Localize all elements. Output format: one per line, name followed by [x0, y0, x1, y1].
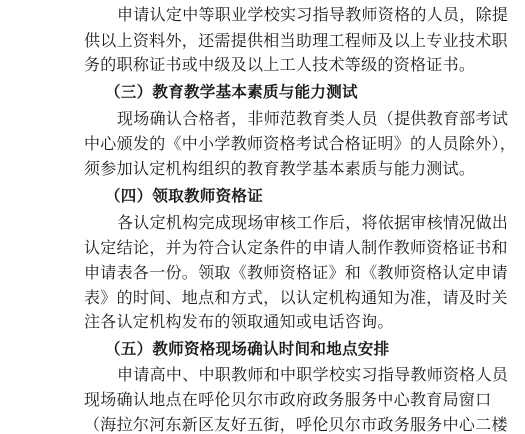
text-line-5: 现场确认合格者，非师范教育类人员（提供教育部考试: [117, 109, 509, 128]
text-line-12: 表》的时间、地点和方式，以认定机构通知为准，请及时关: [84, 288, 508, 307]
text-line-3: 务的职称证书或中级及以上工人技术等级的资格证书。: [84, 55, 476, 74]
text-line-9: 各认定机构完成现场审核工作后，将依据审核情况做出: [117, 213, 509, 232]
text-line-10: 认定结论，并为符合认定条件的申请人制作教师资格证书和: [84, 238, 508, 257]
text-line-7: 须参加认定机构组织的教育教学基本素质与能力测试。: [84, 159, 476, 178]
section-heading-4: （四）领取教师资格证: [105, 187, 264, 205]
text-line-16: 现场确认地点在呼伦贝尔市政府政务服务中心教育局窗口: [84, 390, 492, 409]
section-heading-5: （五）教师资格现场确认时间和地点安排: [105, 340, 390, 358]
text-line-1: 申请认定中等职业学校实习指导教师资格的人员，除提: [117, 5, 509, 24]
section-heading-3: （三）教育教学基本素质与能力测试: [105, 83, 358, 101]
text-line-6: 中心颁发的《中小学教师资格考试合格证明》的人员除外），: [84, 134, 517, 153]
text-line-2: 供以上资料外，还需提供相当助理工程师及以上专业技术职: [84, 31, 508, 50]
text-line-15: 申请高中、中职教师和中职学校实习指导教师资格人员: [117, 365, 509, 384]
text-line-13: 注各认定机构发布的领取通知或电话咨询。: [84, 312, 394, 331]
text-line-17: （海拉尔河东新区友好五街，呼伦贝尔市政务服务中心二楼: [84, 415, 508, 434]
text-line-11: 申请表各一份。领取《教师资格证》和《教师资格认定申请: [84, 263, 508, 282]
